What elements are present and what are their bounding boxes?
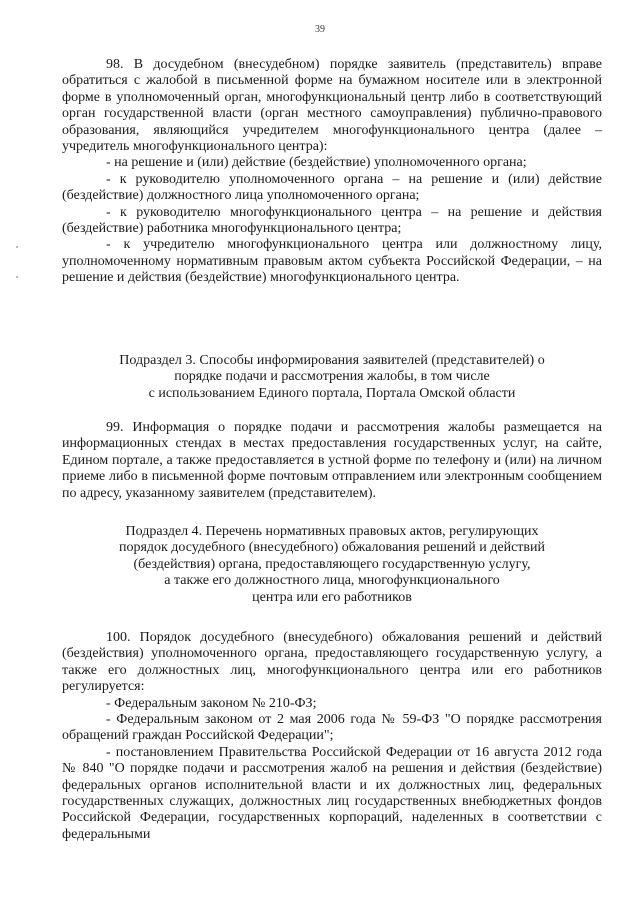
section-complaint-rights xyxy=(62,57,602,287)
subsection-3-heading xyxy=(62,353,602,402)
page-number: 39 xyxy=(315,24,325,35)
list-item: - постановлением Правительства Российской Федерации от 16 августа 2012 года № 840 "О порядке подачи и рассмотрения жалоб на решения и действия (бездействие) федеральных органов исполнительной власти и их должностных лиц, федеральных государственных служащих, должностных лиц государственных внебюджетных фондов Российской Федерации, государственных корпораций, наделенных в соответствии с федеральными xyxy=(62,744,602,842)
subsection-4-heading xyxy=(62,524,602,606)
heading-line: порядок досудебного (внесудебного) обжалования решений и действий xyxy=(118,540,546,556)
list-item: - к учредителю многофункционального центра или должностному лицу, уполномоченному нормативным правовым актом субъекта Российской Федерации, – на решение и действия (бездействие) многофункционального центра. xyxy=(62,237,602,286)
list-item: - Федеральным законом № 210-ФЗ; xyxy=(106,695,317,711)
paragraph-98: 98. В досудебном (внесудебном) порядке заявитель (представитель) вправе обратиться с жалобой в письменной форме на бумажном носителе или в электронной форме в уполномоченный орган, многофункциональный центр либо в соответствующий орган государственной власти (орган местного самоуправления) публично-правового образования, являющийся учредителем многофункционального центра (далее – учредитель многофункционального центра): xyxy=(62,57,602,155)
list-item: - Федеральным законом от 2 мая 2006 года № 59-ФЗ "О порядке рассмотрения обращений граждан Российской Федерации"; xyxy=(62,712,602,744)
list-item: - к руководителю уполномоченного органа – на решение и (или) действие (бездействие) должностного лица уполномоченного органа; xyxy=(62,171,602,204)
heading-line: порядке подачи и рассмотрения жалобы, в том числе xyxy=(174,369,490,385)
scan-speck xyxy=(16,276,18,278)
scan-speck xyxy=(16,246,18,248)
paragraph-100: 100. Порядок досудебного (внесудебного) обжалования решений и действий (бездействия) уполномоченного органа, предоставляющего государственную услугу, а также его должностных лиц, многофункционального центра или его работников регулируется: xyxy=(62,630,602,695)
paragraph-99: 99. Информация о порядке подачи и рассмотрения жалобы размещается на информационных стендах в местах предоставления государственных услуг, на сайте, Едином портале, а также предоставляется в устной форме по телефону и (или) на личном приеме либо в письменной форме почтовым отправлением или электронным сообщением по адресу, указанному заявителем (представителем). xyxy=(62,420,602,501)
heading-line: (бездействия) органа, предоставляющего государственную услугу, xyxy=(133,556,531,572)
heading-line: центра или его работников xyxy=(252,589,412,605)
heading-line: а также его должностного лица, многофункционального xyxy=(164,573,500,589)
heading-line: с использованием Единого портала, Портала Омской области xyxy=(148,385,516,401)
heading-line: Подраздел 4. Перечень нормативных правовых актов, регулирующих xyxy=(125,524,539,539)
section-regulations xyxy=(62,630,602,843)
heading-line: Подраздел 3. Способы информирования заявителей (представителей) о xyxy=(119,353,545,368)
section-information xyxy=(62,420,602,502)
list-item: - на решение и (или) действие (бездействие) уполномоченного органа; xyxy=(106,155,527,171)
list-item: - к руководителю многофункционального центра – на решение и действия (бездействие) работника многофункционального центра; xyxy=(62,204,602,237)
